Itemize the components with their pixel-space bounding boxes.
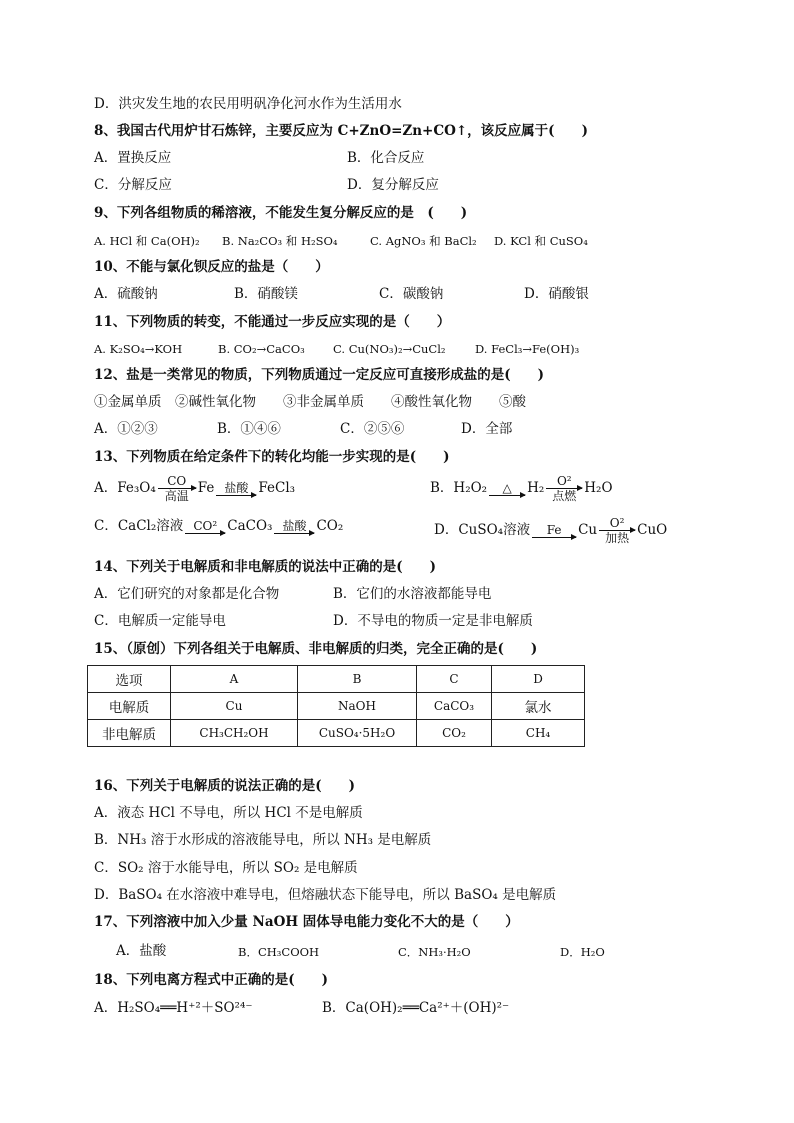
q13-a-product: FeCl₃ — [258, 480, 296, 496]
table-cell: 电解质 — [88, 693, 171, 720]
q18-option-b: B．Ca(OH)₂══Ca²⁺＋(OH)²⁻ — [322, 1000, 510, 1016]
arrow-condition-bottom: 高温 — [164, 489, 189, 503]
q14-stem: 14、下列关于电解质和非电解质的说法中正确的是( ) — [94, 559, 437, 575]
reaction-arrow — [216, 481, 256, 496]
q17-stem: 17、下列溶液中加入少量 NaOH 固体导电能力变化不大的是（ ） — [94, 914, 519, 930]
q13-stem: 13、下列物质在给定条件下的转化均能一步实现的是( ) — [94, 449, 450, 465]
q17-option-a: A．盐酸 — [116, 943, 167, 959]
table-cell: NaOH — [298, 693, 417, 720]
q17-option-b: B．CH₃COOH — [238, 945, 320, 959]
q8-stem: 8、我国古代用炉甘石炼锌，主要反应为 C+ZnO=Zn+CO↑，该反应属于( ) — [94, 123, 588, 139]
q16-option-a: A．液态 HCl 不导电，所以 HCl 不是电解质 — [94, 805, 363, 821]
q13-c-label: C． — [94, 518, 118, 534]
q14-option-c: C．电解质一定能导电 — [94, 613, 226, 629]
classification-table — [87, 665, 585, 747]
q11-option-a: A. K₂SO₄→KOH — [94, 342, 183, 356]
arrow-condition-top: 盐酸 — [224, 481, 249, 495]
table-row — [88, 693, 585, 720]
table-cell: CaCO₃ — [417, 693, 492, 720]
q14-option-a: A．它们研究的对象都是化合物 — [94, 586, 280, 602]
q9-option-b: B. Na₂CO₃ 和 H₂SO₄ — [222, 234, 338, 248]
q13-a-label: A． — [94, 480, 118, 496]
q13-a-reactant: Fe₃O₄ — [117, 480, 156, 496]
q13-a-intermediate: Fe — [197, 480, 215, 496]
q10-stem: 10、不能与氯化钡反应的盐是（ ） — [94, 259, 329, 275]
table-cell: CuSO₄·5H₂O — [298, 720, 417, 747]
q13-d-label: D． — [434, 522, 459, 538]
q11-option-c: C. Cu(NO₃)₂→CuCl₂ — [333, 342, 446, 356]
q17-option-d: D．H₂O — [560, 945, 605, 959]
table-cell: CH₄ — [492, 720, 585, 747]
q9-option-d: D. KCl 和 CuSO₄ — [494, 234, 588, 248]
q7-option-d: D．洪灾发生地的农民用明矾净化河水作为生活用水 — [94, 96, 402, 112]
q13-option-b — [430, 474, 613, 503]
q13-c-reactant: CaCl₂溶液 — [117, 518, 184, 534]
q12-items: ①金属单质 ②碱性氧化物 ③非金属单质 ④酸性氧化物 ⑤酸 — [94, 394, 526, 410]
q13-option-c — [94, 516, 343, 536]
q10-option-b: B．硝酸镁 — [234, 286, 298, 302]
reaction-arrow — [274, 519, 314, 534]
q14-option-d: D．不导电的物质一定是非电解质 — [333, 613, 533, 629]
q8-option-b: B．化合反应 — [347, 150, 425, 166]
arrow-condition-top: Fe — [546, 523, 562, 537]
q13-b-reactant: H₂O₂ — [453, 480, 488, 496]
q10-option-c: C．碳酸钠 — [379, 286, 444, 302]
q8-option-c: C．分解反应 — [94, 177, 172, 193]
arrow-condition-top: O² — [556, 474, 572, 488]
table-header-cell: B — [298, 666, 417, 693]
table-cell: Cu — [171, 693, 298, 720]
table-cell: 非电解质 — [88, 720, 171, 747]
q13-option-d — [434, 516, 667, 545]
arrow-condition-top: △ — [502, 481, 512, 495]
arrow-condition-top: O² — [609, 516, 625, 530]
q11-option-d: D. FeCl₃→Fe(OH)₃ — [475, 342, 580, 356]
table-header-cell: A — [171, 666, 298, 693]
q13-d-intermediate: Cu — [578, 522, 598, 538]
q16-option-d: D．BaSO₄ 在水溶液中难导电，但熔融状态下能导电，所以 BaSO₄ 是电解质 — [94, 887, 557, 903]
q8-option-d: D．复分解反应 — [347, 177, 439, 193]
q13-c-intermediate: CaCO₃ — [227, 518, 273, 534]
q13-option-a — [94, 474, 295, 503]
q9-option-c: C. AgNO₃ 和 BaCl₂ — [370, 234, 477, 248]
table-header-cell: C — [417, 666, 492, 693]
arrow-condition-bottom: 加热 — [605, 531, 630, 545]
reaction-arrow — [489, 481, 525, 496]
q10-option-a: A．硫酸钠 — [94, 286, 158, 302]
table-header-row — [88, 666, 585, 693]
table-cell: 氯水 — [492, 693, 585, 720]
arrow-condition-top: CO — [167, 474, 187, 488]
q12-option-a: A．①②③ — [94, 421, 158, 437]
table-row — [88, 720, 585, 747]
reaction-arrow — [599, 516, 635, 545]
q11-option-b: B. CO₂→CaCO₃ — [218, 342, 305, 356]
q13-b-label: B． — [430, 480, 454, 496]
q13-d-reactant: CuSO₄溶液 — [458, 522, 531, 538]
q9-stem: 9、下列各组物质的稀溶液，不能发生复分解反应的是 ( ) — [94, 205, 468, 221]
q13-b-product: H₂O — [584, 480, 613, 496]
q9-option-a: A. HCl 和 Ca(OH)₂ — [94, 234, 200, 248]
q17-option-c: C．NH₃·H₂O — [398, 945, 471, 959]
q14-option-b: B．它们的水溶液都能导电 — [333, 586, 492, 602]
arrow-condition-bottom: 点燃 — [552, 489, 577, 503]
reaction-arrow — [185, 519, 225, 534]
q16-stem: 16、下列关于电解质的说法正确的是( ) — [94, 778, 356, 794]
q18-option-a: A．H₂SO₄══H⁺²＋SO²⁴⁻ — [94, 1000, 253, 1016]
q11-stem: 11、下列物质的转变，不能通过一步反应实现的是（ ） — [94, 314, 451, 330]
table-header-cell: 选项 — [88, 666, 171, 693]
q13-b-intermediate: H₂ — [527, 480, 545, 496]
reaction-arrow — [546, 474, 582, 503]
q15-stem: 15、（原创）下列各组关于电解质、非电解质的归类，完全正确的是( ) — [94, 641, 538, 657]
q18-stem: 18、下列电离方程式中正确的是( ) — [94, 972, 329, 988]
table-header-cell: D — [492, 666, 585, 693]
table-cell: CO₂ — [417, 720, 492, 747]
q16-option-b: B．NH₃ 溶于水形成的溶液能导电，所以 NH₃ 是电解质 — [94, 832, 432, 848]
q12-stem: 12、盐是一类常见的物质，下列物质通过一定反应可直接形成盐的是( ) — [94, 367, 545, 383]
q12-option-b: B．①④⑥ — [217, 421, 281, 437]
table-cell: CH₃CH₂OH — [171, 720, 298, 747]
q13-d-product: CuO — [637, 522, 668, 538]
reaction-arrow — [532, 523, 576, 538]
q13-c-product: CO₂ — [316, 518, 344, 534]
q12-option-c: C．②⑤⑥ — [340, 421, 405, 437]
arrow-condition-top: 盐酸 — [282, 519, 307, 533]
reaction-arrow — [158, 474, 196, 503]
q10-option-d: D．硝酸银 — [524, 286, 589, 302]
q12-option-d: D．全部 — [461, 421, 513, 437]
q16-option-c: C．SO₂ 溶于水能导电，所以 SO₂ 是电解质 — [94, 860, 358, 876]
arrow-condition-top: CO² — [193, 519, 218, 533]
q8-option-a: A．置换反应 — [94, 150, 172, 166]
